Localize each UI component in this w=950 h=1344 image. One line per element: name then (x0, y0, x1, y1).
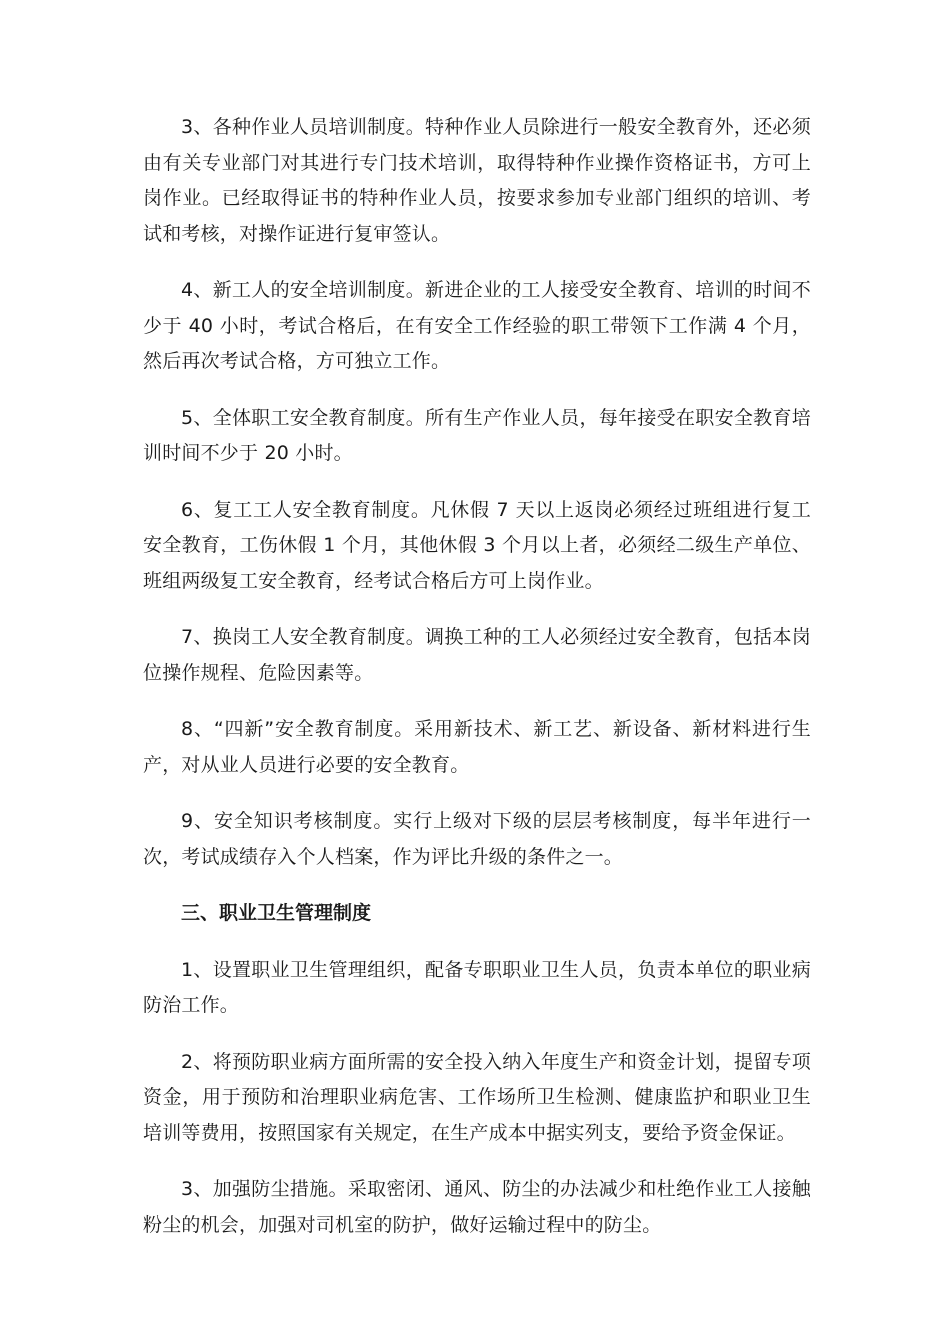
section-heading: 三、职业卫生管理制度 (181, 902, 372, 924)
paragraph-training-all-staff: 5、全体职工安全教育制度。所有生产作业人员，每年接受在职安全教育培训时间不少于 20 小时。 (143, 406, 811, 464)
paragraph-dust-prevention: 3、加强防尘措施。采取密闭、通风、防尘的办法减少和杜绝作业工人接触粉尘的机会，加强对司机室的防护，做好运输过程中的防尘。 (143, 1178, 811, 1236)
paragraph-knowledge-assessment: 9、安全知识考核制度。实行上级对下级的层层考核制度，每半年进行一次，考试成绩存入个人档案，作为评比升级的条件之一。 (143, 810, 811, 868)
paragraph-occupational-health-org: 1、设置职业卫生管理组织，配备专职职业卫生人员，负责本单位的职业病防治工作。 (143, 958, 811, 1016)
paragraph-training-new-workers: 4、新工人的安全培训制度。新进企业的工人接受安全教育、培训的时间不少于 40 小时，考试合格后，在有安全工作经验的职工带领下工作满 4 个月，然后再次考试合格，方可独立工作。 (143, 279, 811, 372)
paragraph-training-special-workers: 3、各种作业人员培训制度。特种作业人员除进行一般安全教育外，还必须由有关专业部门对其进行专门技术培训，取得特种作业操作资格证书，方可上岗作业。已经取得证书的特种作业人员，按要求参加专业部门组织的培训、考试和考核，对操作证进行复审签认。 (143, 116, 811, 245)
paragraph-training-four-new: 8、“四新”安全教育制度。采用新技术、新工艺、新设备、新材料进行生产，对从业人员进行必要的安全教育。 (143, 718, 811, 776)
document-page (143, 110, 811, 1264)
paragraph-training-returning-workers: 6、复工工人安全教育制度。凡休假 7 天以上返岗必须经过班组进行复工安全教育，工伤休假 1 个月，其他休假 3 个月以上者，必须经二级生产单位、班组两级复工安全教育，经考试合格后方可上岗作业。 (143, 498, 811, 592)
paragraph-occupational-health-funding: 2、将预防职业病方面所需的安全投入纳入年度生产和资金计划，提留专项资金，用于预防和治理职业病危害、工作场所卫生检测、健康监护和职业卫生培训等费用，按照国家有关规定，在生产成本中据实列支，要给予资金保证。 (143, 1050, 811, 1144)
paragraph-training-job-change: 7、换岗工人安全教育制度。调换工种的工人必须经过安全教育，包括本岗位操作规程、危险因素等。 (143, 626, 811, 684)
